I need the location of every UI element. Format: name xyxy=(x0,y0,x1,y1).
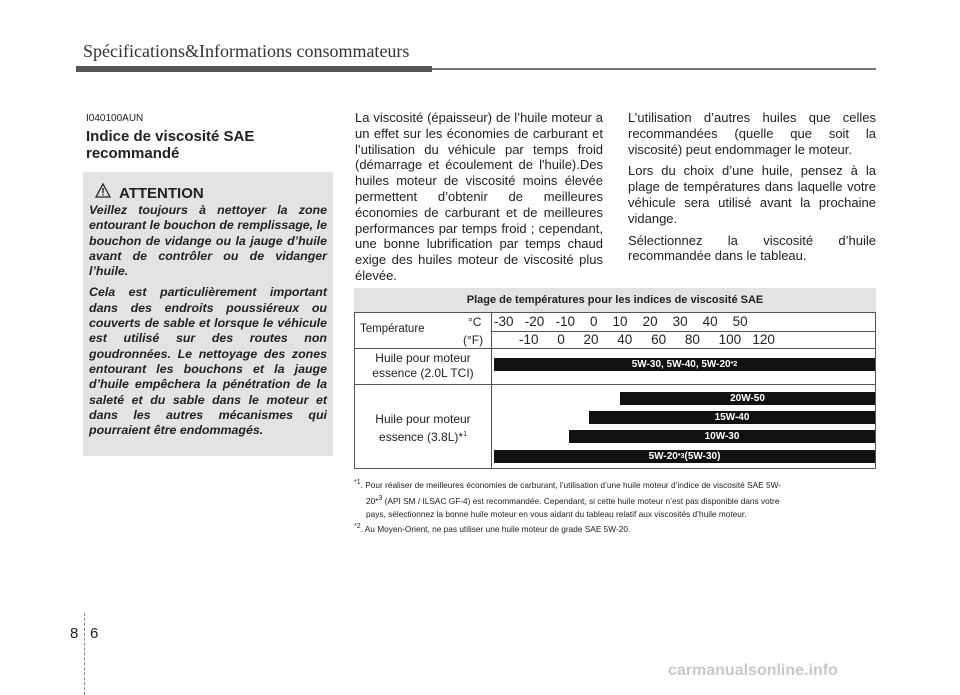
bar-label: 10W-30 xyxy=(704,431,740,442)
page-number-divider xyxy=(84,613,85,695)
section-title: Indice de viscosité SAE recommandé xyxy=(86,128,255,162)
footnote-text: . Pour réaliser de meilleures économies de carburant, l’utilisation d’une huile moteur d’indice de viscosité SAE 5W- xyxy=(360,479,782,490)
row-label-line xyxy=(356,427,490,445)
body-paragraph: L’utilisation d’autres huiles que celles recommandées (quelle que soit la viscosité) peut endommager le moteur. xyxy=(628,110,876,157)
table-divider xyxy=(354,348,876,349)
viscosity-bar xyxy=(620,392,875,405)
row-label-3-8l xyxy=(356,412,490,445)
footnote-mark: *1 xyxy=(354,479,361,486)
bar-label: 20W-50 xyxy=(730,393,765,404)
footnote-mark: *2 xyxy=(354,523,361,530)
footnote-sup: 3 xyxy=(378,494,383,502)
viscosity-bar xyxy=(494,450,875,463)
warning-header xyxy=(95,183,204,203)
warning-paragraph: Veillez toujours à nettoyer la zone entourant le bouchon de remplissage, le bouchon de vidange ou la jauge d’huile avant de contrôler ou de vidanger l’huile. xyxy=(89,203,327,279)
bar-label: 15W-40 xyxy=(714,412,750,423)
fahrenheit-ticks: -10 0 20 40 60 80 100 120 xyxy=(519,332,775,347)
body-column-3 xyxy=(628,110,876,270)
row-label-line: Huile pour moteur xyxy=(375,412,471,426)
footnote-text: pays, sélectionnez la bonne huile moteur en vous aidant du tableau relatif aux viscosités d’huile moteur. xyxy=(366,508,747,519)
warning-text xyxy=(89,203,327,444)
celsius-ticks: -30 -20 -10 0 10 20 30 40 50 xyxy=(494,314,748,329)
warning-label: ATTENTION xyxy=(119,184,204,202)
viscosity-bar xyxy=(589,411,875,424)
body-paragraph: Sélectionnez la viscosité d’huile recommandée dans le tableau. xyxy=(628,232,876,264)
bar-sup: *3 xyxy=(677,453,685,460)
page-number: 6 xyxy=(90,625,99,642)
viscosity-bar xyxy=(569,430,875,443)
row-label-text: essence (3.8L)* xyxy=(379,430,464,444)
unit-fahrenheit: (°F) xyxy=(463,333,484,347)
body-paragraph: Lors du choix d’une huile, pensez à la plage de températures dans laquelle votre véhicule sera utilisé avant la prochaine vidange. xyxy=(628,163,876,226)
row-label-sup: 1 xyxy=(463,431,467,438)
bar-sup: *2 xyxy=(730,361,738,368)
warning-triangle-icon xyxy=(95,183,111,203)
row-label-2l-tci xyxy=(356,351,490,381)
temperature-label: Température xyxy=(360,323,425,335)
table-divider xyxy=(354,384,876,385)
footnote-2 xyxy=(354,520,877,536)
bar-label-suffix: (5W-30) xyxy=(684,451,721,462)
table-divider xyxy=(491,313,492,469)
warning-paragraph: Cela est particulièrement important dans des endroits poussiéreux ou couverts de sable et lorsque le véhicule est utilisé sur des routes non goudronnées. Le nettoyage des zones entourant les bouchons et la jauge d’huile empêchera la pénétration de la saleté et du sable dans le moteur et dans les autres mécanismes qui pourraient être endommagés. xyxy=(89,285,327,438)
footnote-text: . Au Moyen-Orient, ne pas utiliser une huile moteur de grade SAE 5W-20. xyxy=(360,523,631,534)
header-rule-dark xyxy=(76,66,432,72)
row-label-line: essence (2.0L TCI) xyxy=(372,366,474,380)
body-column-2 xyxy=(355,110,603,290)
unit-celsius: °C xyxy=(468,315,482,329)
bar-label: 5W-30, 5W-40, 5W-20 xyxy=(631,359,731,370)
chapter-number: 8 xyxy=(70,625,79,642)
table-title: Plage de températures pour les indices de viscosité SAE xyxy=(354,288,876,313)
page-header-title: Spécifications&Informations consommateurs xyxy=(83,41,410,61)
bar-label: 5W-20 xyxy=(648,451,678,462)
footnote-text: (API SM / ILSAC GF-4) est recommandée. Cependant, si cette huile moteur n’est pas disponible dans votre xyxy=(382,495,780,506)
section-code: I040100AUN xyxy=(86,113,144,124)
footnote-1 xyxy=(354,476,877,521)
row-label-line: Huile pour moteur xyxy=(375,351,471,365)
watermark: carmanualsonline.info xyxy=(668,662,838,679)
header-rule-light xyxy=(432,68,876,70)
body-paragraph: La viscosité (épaisseur) de l’huile moteur a un effet sur les économies de carburant et l’utilisation du véhicule par temps froid (démarrage et écoulement de l'huile).Des huiles moteur de viscosité moins élevée permettent d’obtenir de meilleures économies de carburant et de meilleures performances par temps froid ; cependant, une bonne lubrification par temps chaud exige des huiles moteur de viscosité plus élevée. xyxy=(355,110,603,283)
footnote-text: 20* xyxy=(366,495,379,506)
viscosity-bar xyxy=(494,358,875,371)
